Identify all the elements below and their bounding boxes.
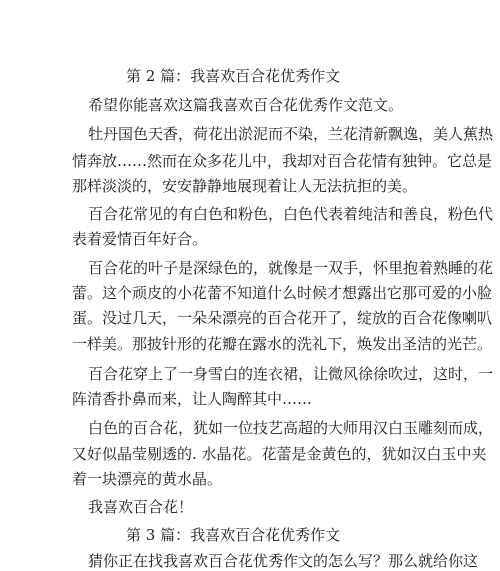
paragraph-line: 百合花常见的有白色和粉色，白色代表着纯洁和善良，粉色代 bbox=[88, 205, 494, 223]
paragraph-line: 百合花穿上了一身雪白的连衣裙，让微风徐徐吹过，这时，一 bbox=[88, 365, 494, 383]
paragraph-line: 着一块漂亮的黄水晶。 bbox=[72, 470, 223, 488]
paragraph-line: 那样淡淡的，安安静静地展现着让人无法抗拒的美。 bbox=[72, 177, 418, 195]
paragraph-line: 阵清香扑鼻而来，让人陶醉其中…… bbox=[72, 390, 313, 408]
section-heading-2: 第 2 篇：我喜欢百合花优秀作文 bbox=[126, 67, 341, 85]
paragraph-line: 蛋。没过几天，一朵朵漂亮的百合花开了，绽放的百合花像喇叭 bbox=[72, 309, 493, 327]
paragraph-line: 我喜欢百合花！ bbox=[88, 498, 194, 516]
paragraph-line: 猜你正在找我喜欢百合花优秀作文的怎么写？那么就给你这 bbox=[88, 552, 479, 570]
paragraph-line: 一样美。那披针形的花瓣在露水的洗礼下，焕发出圣洁的光芒。 bbox=[72, 335, 493, 353]
paragraph-line: 又好似晶莹剔透的. 水晶花。花蕾是金黄色的，犹如汉白玉中夹 bbox=[72, 445, 487, 463]
section-heading-3: 第 3 篇：我喜欢百合花优秀作文 bbox=[126, 526, 341, 544]
paragraph-line: 情奔放……然而在众多花儿中，我却对百合花情有独钟。它总是 bbox=[72, 152, 493, 170]
paragraph-intro-line: 希望你能喜欢这篇我喜欢百合花优秀作文范文。 bbox=[88, 96, 404, 114]
paragraph-line: 百合花的叶子是深绿色的，就像是一双手，怀里抱着熟睡的花 bbox=[88, 259, 494, 277]
paragraph-line: 牡丹国色天香，荷花出淤泥而不染，兰花清新飘逸，美人蕉热 bbox=[88, 125, 494, 143]
paragraph-line: 蕾。这个顽皮的小花蕾不知道什么时候才想露出它那可爱的小脸 bbox=[72, 284, 493, 302]
paragraph-line: 白色的百合花，犹如一位技艺高超的大师用汉白玉雕刻而成， bbox=[88, 419, 494, 437]
paragraph-line: 表着爱情百年好合。 bbox=[72, 230, 208, 248]
